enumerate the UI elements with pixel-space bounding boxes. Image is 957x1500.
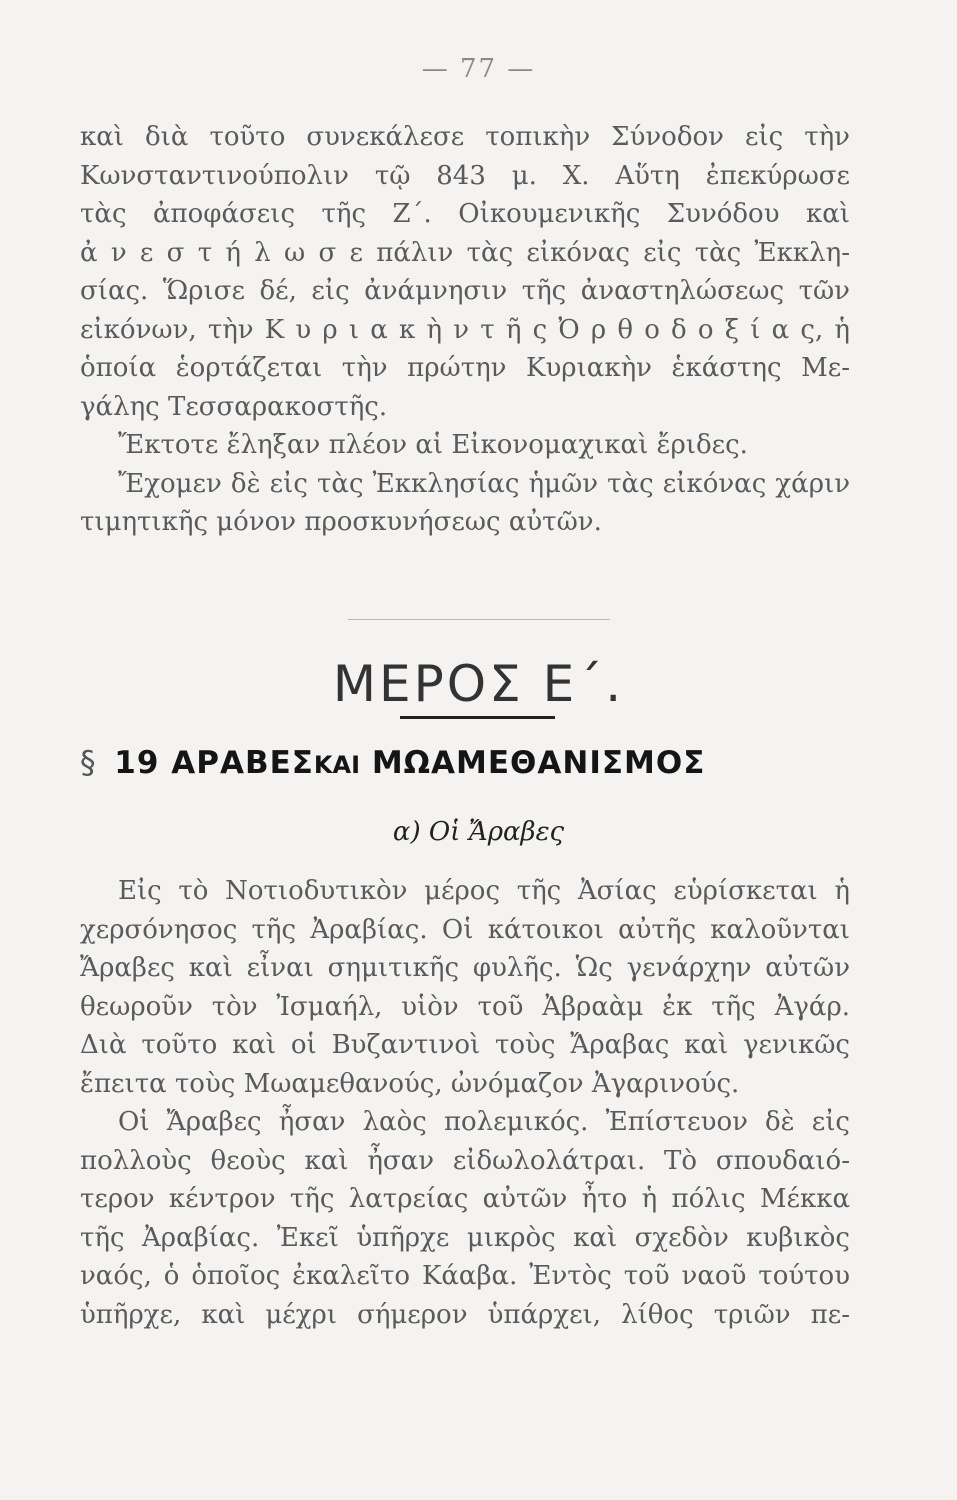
part-title-underline <box>400 716 555 719</box>
text-line: τῆς Ἀραβίας. Ἐκεῖ ὑπῆρχε μικρὸς καὶ σχεδὸν κυβικὸς <box>80 1222 850 1253</box>
section-title-word: ΑΡΑΒΕΣ <box>171 745 314 781</box>
text-line: Ἔκτοτε ἔληξαν πλέον αἱ Εἰκονομαχικαὶ ἔριδες. <box>118 430 748 460</box>
section-title-word: ΚΑΙ <box>313 751 361 779</box>
text-line: καὶ διὰ τοῦτο συνεκάλεσε τοπικὴν Σύνοδον εἰς τὴν <box>80 122 850 152</box>
text-line: ἔπειτα τοὺς Μωαμεθανούς, ὠνόμαζον Ἀγαρινούς. <box>80 1068 740 1099</box>
text-line: τιμητικῆς μόνον προσκυνήσεως αὐτῶν. <box>80 507 602 537</box>
text-line: ὁποία ἑορτάζεται τὴν πρώτην Κυριακὴν ἑκάστης Με- <box>80 353 850 383</box>
page-number: — 77 — <box>421 54 536 84</box>
section-symbol: § <box>80 745 97 781</box>
text-line: Διὰ τοῦτο καὶ οἱ Βυζαντινοὶ τοὺς Ἄραβας καὶ γενικῶς <box>80 1030 850 1060</box>
section-heading <box>80 745 880 781</box>
text-line: σίας. Ὥρισε δέ, εἰς ἀνάμνησιν τῆς ἀναστηλώσεως τῶν <box>80 276 850 306</box>
text-line: Οἱ Ἄραβες ἦσαν λαὸς πολεμικός. Ἐπίστευον δὲ εἰς <box>118 1107 850 1137</box>
bottom-text-block <box>80 872 850 1334</box>
text-line: θεωροῦν τὸν Ἰσμαήλ, υἱὸν τοῦ Ἀβραὰμ ἐκ τῆς Ἀγάρ. <box>80 991 850 1022</box>
text-line: χερσόνησος τῆς Ἀραβίας. Οἱ κάτοικοι αὐτῆς καλοῦνται <box>80 914 850 945</box>
text-line: εἰκόνων, τὴν Κ υ ρ ι α κ ὴ ν τ ῆ ς Ὀ ρ θ ο δ ο ξ ί α ς, ἡ <box>80 314 850 345</box>
text-line: Ἄραβες καὶ εἶναι σημιτικῆς φυλῆς. Ὡς γενάρχην αὐτῶν <box>80 953 850 983</box>
part-title: ΜΕΡΟΣ Ε΄. <box>332 655 625 713</box>
text-line: γάλης Τεσσαρακοστῆς. <box>80 391 388 422</box>
subsection-title: α) Οἱ Ἄραβες <box>392 817 565 847</box>
text-line: ναός, ὁ ὁποῖος ἐκαλεῖτο Κάαβα. Ἐντὸς τοῦ ναοῦ τούτου <box>80 1261 850 1291</box>
text-line: τὰς ἀποφάσεις τῆς Ζ΄. Οἰκουμενικῆς Συνόδου καὶ <box>80 199 850 229</box>
section-title-word: ΜΩΑΜΕΘΑΝΙΣΜΟΣ <box>371 745 706 781</box>
text-line: τερον κέντρον τῆς λατρείας αὐτῶν ἦτο ἡ πόλις Μέκκα <box>80 1184 850 1214</box>
text-line: Κωνσταντινούπολιν τῷ 843 μ. Χ. Αὕτη ἐπεκύρωσε <box>80 160 850 191</box>
text-line: Εἰς τὸ Νοτιοδυτικὸν μέρος τῆς Ἀσίας εὑρίσκεται ἡ <box>118 876 850 906</box>
text-line: Ἔχομεν δὲ εἰς τὰς Ἐκκλησίας ἡμῶν τὰς εἰκόνας χάριν <box>118 468 850 499</box>
section-number: 19 <box>114 745 160 781</box>
text-line: ἀ ν ε σ τ ή λ ω σ ε πάλιν τὰς εἰκόνας εἰς τὰς Ἐκκλη- <box>80 237 850 268</box>
text-line: πολλοὺς θεοὺς καὶ ἦσαν εἰδωλολάτραι. Τὸ σπουδαιό- <box>80 1145 850 1176</box>
text-line: ὑπῆρχε, καὶ μέχρι σήμερον ὑπάρχει, λίθος τριῶν πε- <box>80 1299 850 1330</box>
top-text-block <box>80 118 850 542</box>
separator-line <box>348 619 610 620</box>
